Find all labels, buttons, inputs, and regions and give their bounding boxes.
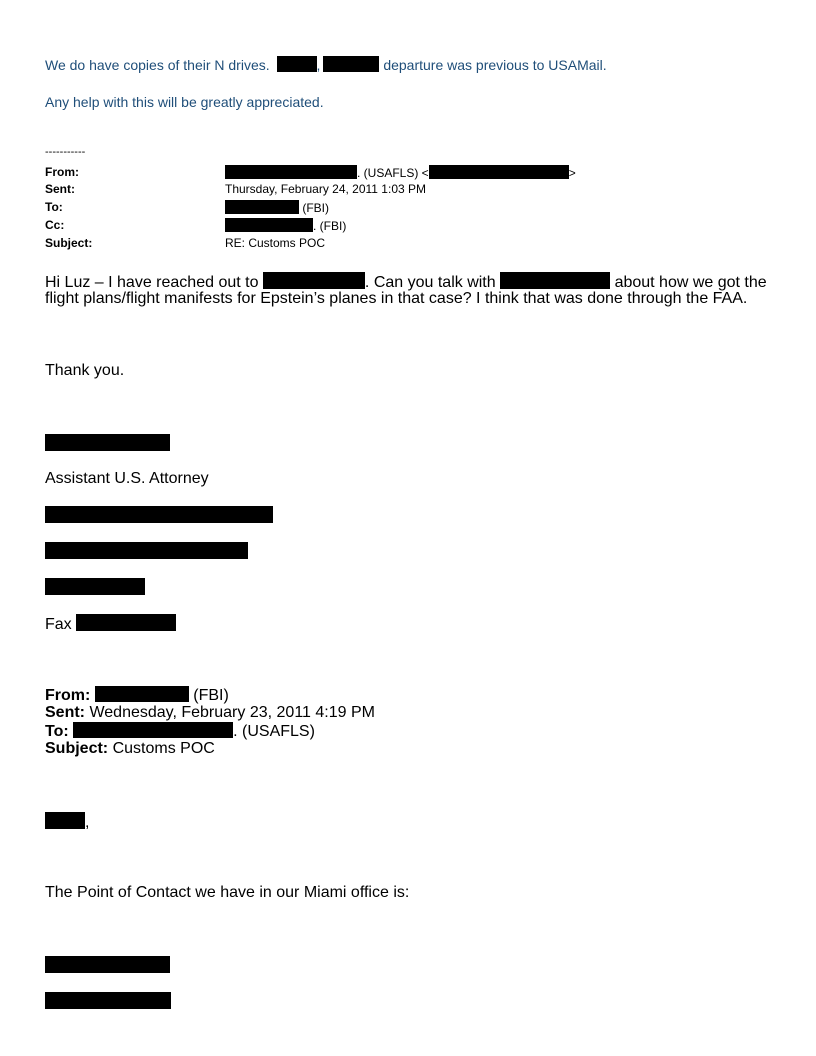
fwd-subject-value: RE: Customs POC [225, 236, 326, 250]
greeting-comma: , [85, 814, 90, 831]
fwd-cc-label: Cc: [45, 218, 65, 232]
intro-line-2: Any help with this will be greatly appreciated. [45, 94, 324, 110]
redaction-box [323, 56, 379, 72]
signature-phone-redaction [45, 578, 145, 595]
redaction-box [76, 614, 176, 631]
redaction-box [225, 218, 313, 232]
poc-detail-redaction [45, 992, 171, 1009]
greeting-line [45, 812, 89, 832]
redaction-box [263, 272, 365, 289]
orig-from-org: (FBI) [193, 687, 229, 704]
orig-subject-line [45, 740, 215, 758]
orig-from-label: From: [45, 687, 91, 704]
signature-fax-line [45, 614, 176, 634]
orig-subject-label: Subject: [45, 740, 109, 757]
orig-to-label: To: [45, 723, 69, 740]
divider: ----------- [45, 146, 86, 158]
reply-paragraph-line-2: flight plans/flight manifests for Epstein’s planes in that case? I think that was done through the FAA. [45, 290, 748, 307]
orig-sent-label: Sent: [45, 704, 85, 721]
orig-from-line [45, 686, 229, 705]
fwd-from-org: . (USAFLS) < [357, 166, 429, 180]
orig-to-org: . (USAFLS) [233, 723, 315, 740]
redaction-box [73, 722, 233, 738]
fwd-cc-value [225, 218, 346, 233]
fwd-from-value [225, 165, 576, 180]
orig-sent-value: Wednesday, February 23, 2011 4:19 PM [89, 704, 375, 721]
orig-to-line [45, 722, 315, 741]
fwd-subject-label: Subject: [45, 236, 93, 250]
reply-paragraph-line-1 [45, 272, 767, 292]
poc-intro-text: The Point of Contact we have in our Miami office is: [45, 884, 410, 901]
fwd-to-org: (FBI) [302, 201, 330, 215]
fax-label: Fax [45, 616, 72, 633]
fwd-to-label: To: [45, 200, 63, 214]
redaction-box [500, 272, 610, 289]
intro-text-before: We do have copies of their N drives. [45, 57, 270, 73]
orig-subject-value: Customs POC [112, 740, 215, 757]
signature-address-redaction [45, 506, 273, 523]
signature-title: Assistant U.S. Attorney [45, 470, 209, 487]
thanks-text: Thank you. [45, 362, 125, 379]
fwd-cc-org: . (FBI) [313, 219, 347, 233]
redaction-box [225, 165, 357, 179]
redaction-box [277, 56, 317, 72]
intro-separator: , [316, 57, 321, 73]
fwd-to-value [225, 200, 329, 215]
reply-text-a: Hi Luz – I have reached out to [45, 274, 259, 291]
redaction-box [45, 812, 85, 829]
intro-text-after: departure was previous to USAMail. [383, 57, 607, 73]
signature-address2-redaction [45, 542, 248, 559]
redaction-box [429, 165, 569, 179]
reply-text-c: about how we got the [614, 274, 767, 291]
reply-text-b: . Can you talk with [364, 274, 496, 291]
fwd-sent-label: Sent: [45, 182, 75, 196]
redaction-box [225, 200, 299, 214]
intro-line-1 [45, 56, 607, 73]
redaction-box [95, 686, 189, 702]
fwd-sent-value: Thursday, February 24, 2011 1:03 PM [225, 182, 426, 196]
signature-name-redaction [45, 434, 170, 451]
fwd-from-close: > [568, 166, 576, 180]
fwd-from-label: From: [45, 165, 79, 179]
poc-name-redaction [45, 956, 170, 973]
orig-sent-line [45, 704, 375, 722]
